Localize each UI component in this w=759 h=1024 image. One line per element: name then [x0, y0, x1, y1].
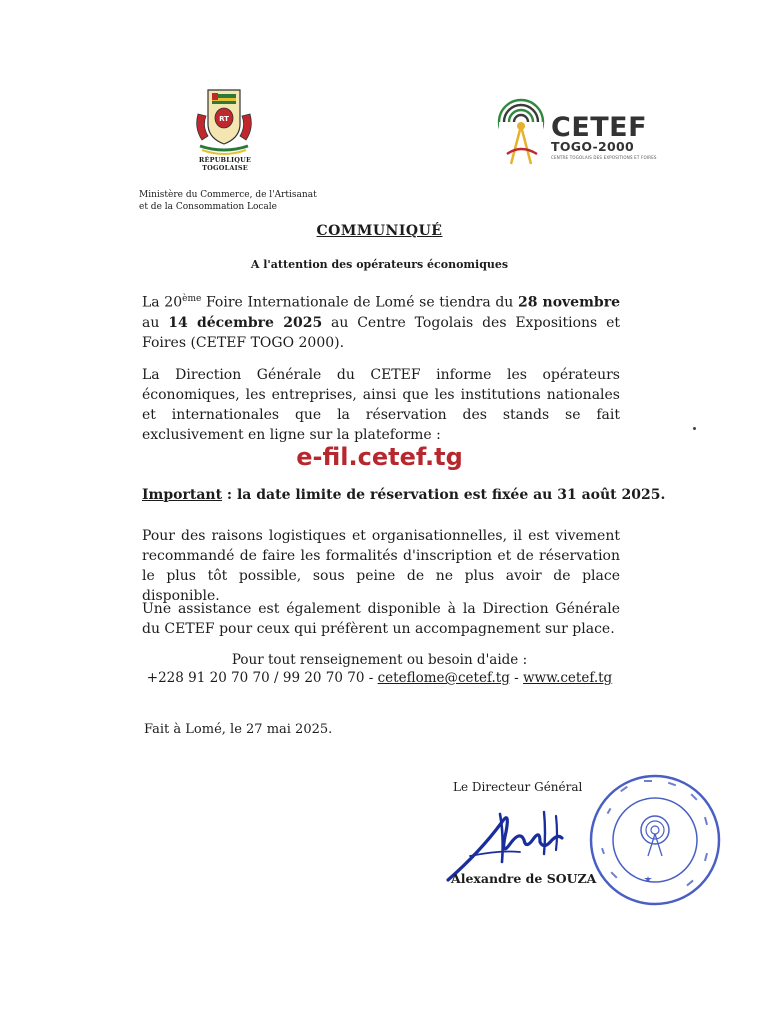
contact-website-link[interactable]: www.cetef.tg: [523, 670, 613, 686]
place-and-date: Fait à Lomé, le 27 mai 2025.: [144, 722, 333, 737]
cetef-brand-name: CETEF: [551, 112, 648, 143]
svg-text:RT: RT: [219, 115, 229, 123]
important-label: Important: [142, 487, 223, 503]
contact-line: +228 91 20 70 70 / 99 20 70 70 - ceteflome@cetef.tg - www.cetef.tg: [146, 670, 613, 686]
deadline-notice: Important : la date limite de réservation est fixée au 31 août 2025.: [142, 487, 666, 503]
reservation-info-paragraph: La Direction Générale du CETEF informe les opérateurs économiques, les entreprises, ainsi que les institutions nationales et internationales que la réservation des stands se fait exclusivement en ligne sur la plateforme :: [142, 367, 620, 443]
platform-url[interactable]: e-fil.cetef.tg: [296, 443, 463, 471]
scan-speck: [693, 427, 696, 430]
republic-label: RÉPUBLIQUE TOGOLAISE: [198, 156, 252, 172]
contact-heading: Pour tout renseignement ou besoin d'aide :: [231, 652, 528, 668]
coat-of-arms-icon: [188, 84, 260, 160]
official-stamp-icon: [586, 770, 724, 910]
ministry-name: Ministère du Commerce, de l'Artisanat et de la Consommation Locale: [139, 190, 317, 212]
cetef-brand-subtitle: TOGO-2000: [551, 139, 634, 154]
contact-phones: +228 91 20 70 70 / 99 20 70 70 -: [146, 670, 378, 686]
cetef-logo-icon: [497, 92, 549, 166]
document-subtitle: A l'attention des opérateurs économiques: [250, 258, 509, 271]
assistance-paragraph: Une assistance est également disponible à la Direction Générale du CETEF pour ceux qui préfèrent un accompagnement sur place.: [142, 601, 620, 637]
recommendation-paragraph: Pour des raisons logistiques et organisationnelles, il est vivement recommandé de faire les formalités d'inscription et de réservation le plus tôt possible, sous peine de ne plus avoir de place disponible.: [142, 528, 620, 604]
fair-dates-paragraph: La 20ème Foire Internationale de Lomé se tiendra du 28 novembre au 14 décembre 2025 au Centre Togolais des Expositions et Foires (CETEF TOGO 2000).: [142, 294, 620, 351]
cetef-tagline: CENTRE TOGOLAIS DES EXPOSITIONS ET FOIRES: [551, 155, 657, 160]
document-title: COMMUNIQUÉ: [316, 223, 443, 239]
signatory-name: Alexandre de SOUZA: [451, 871, 597, 886]
contact-email-link[interactable]: ceteflome@cetef.tg: [377, 670, 510, 686]
signatory-title: Le Directeur Général: [453, 780, 583, 794]
